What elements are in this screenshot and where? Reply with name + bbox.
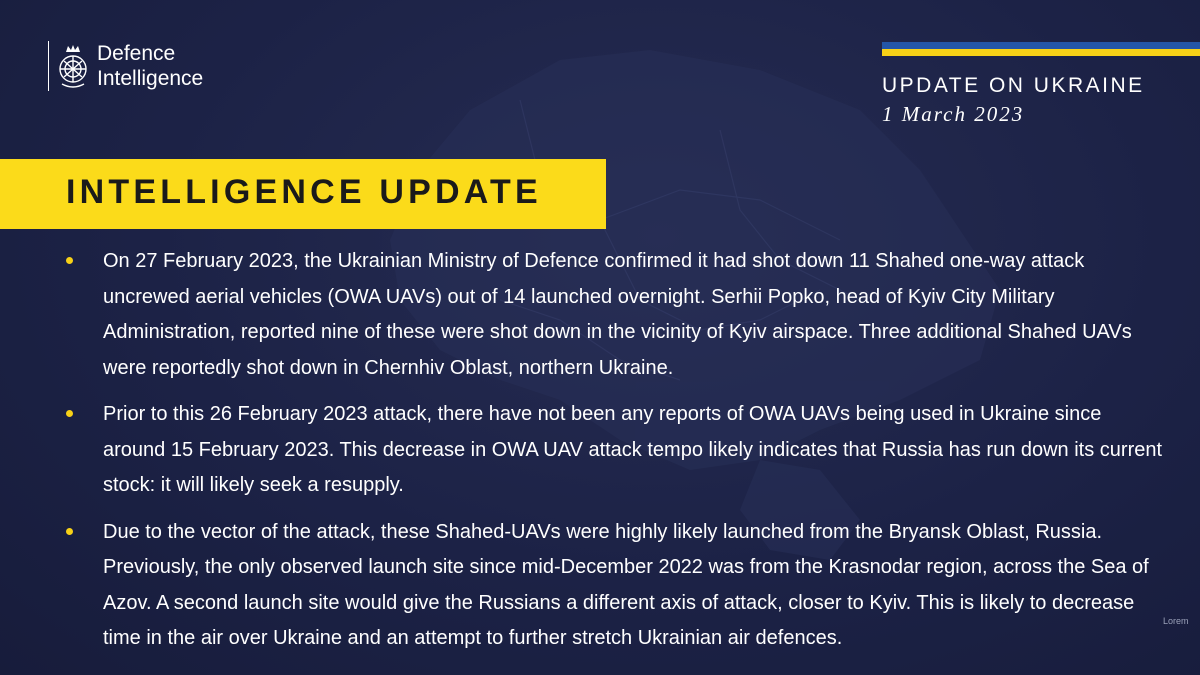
logo-text bbox=[97, 41, 203, 91]
bullet-item bbox=[66, 244, 1166, 386]
update-title: UPDATE ON UKRAINE bbox=[882, 74, 1145, 97]
intelligence-update-banner bbox=[0, 159, 606, 229]
defence-intelligence-logo bbox=[48, 40, 203, 92]
logo-line-intelligence: Intelligence bbox=[97, 67, 204, 90]
bullet-list bbox=[66, 244, 1166, 668]
logo-divider bbox=[48, 41, 49, 91]
bullet-text: Prior to this 26 February 2023 attack, there have not been any reports of OWA UAVs being used in Ukraine since around 15 February 2023. This decrease in OWA UAV attack tempo likely indicates that Russia has run down its current stock: it will likely seek a resupply. bbox=[103, 403, 1163, 496]
bullet-item bbox=[66, 397, 1166, 504]
bullet-dot-icon bbox=[66, 410, 73, 417]
ukraine-flag-stripe bbox=[882, 42, 1200, 56]
watermark-text: Lorem bbox=[1163, 616, 1189, 626]
bullet-item bbox=[66, 515, 1166, 657]
ministry-of-defence-crest-icon bbox=[55, 42, 91, 90]
banner-label: INTELLIGENCE UPDATE bbox=[66, 173, 542, 211]
update-date: 1 March 2023 bbox=[882, 102, 1025, 126]
flag-blue-band bbox=[882, 42, 1200, 49]
logo-line-defence: Defence bbox=[97, 42, 176, 65]
flag-yellow-band bbox=[882, 49, 1200, 56]
bullet-dot-icon bbox=[66, 528, 73, 535]
bullet-text: Due to the vector of the attack, these Shahed-UAVs were highly likely launched from the Bryansk Oblast, Russia. Previously, the only observed launch site since mid-December 2022 was from the Krasnodar region, across the Sea of Azov. A second launch site would give the Russians a different axis of attack, closer to Kyiv. This is likely to decrease time in the air over Ukraine and an attempt to further stretch Ukrainian air defences. bbox=[103, 520, 1149, 649]
bullet-text: On 27 February 2023, the Ukrainian Ministry of Defence confirmed it had shot down 11 Shahed one-way attack uncrewed aerial vehicles (OWA UAVs) out of 14 launched overnight. Serhii Popko, head of Kyiv City Military Administration, reported nine of these were shot down in the vicinity of Kyiv airspace. Three additional Shahed UAVs were reportedly shot down in Chernhiv Oblast, northern Ukraine. bbox=[103, 250, 1132, 379]
bullet-dot-icon bbox=[66, 257, 73, 264]
